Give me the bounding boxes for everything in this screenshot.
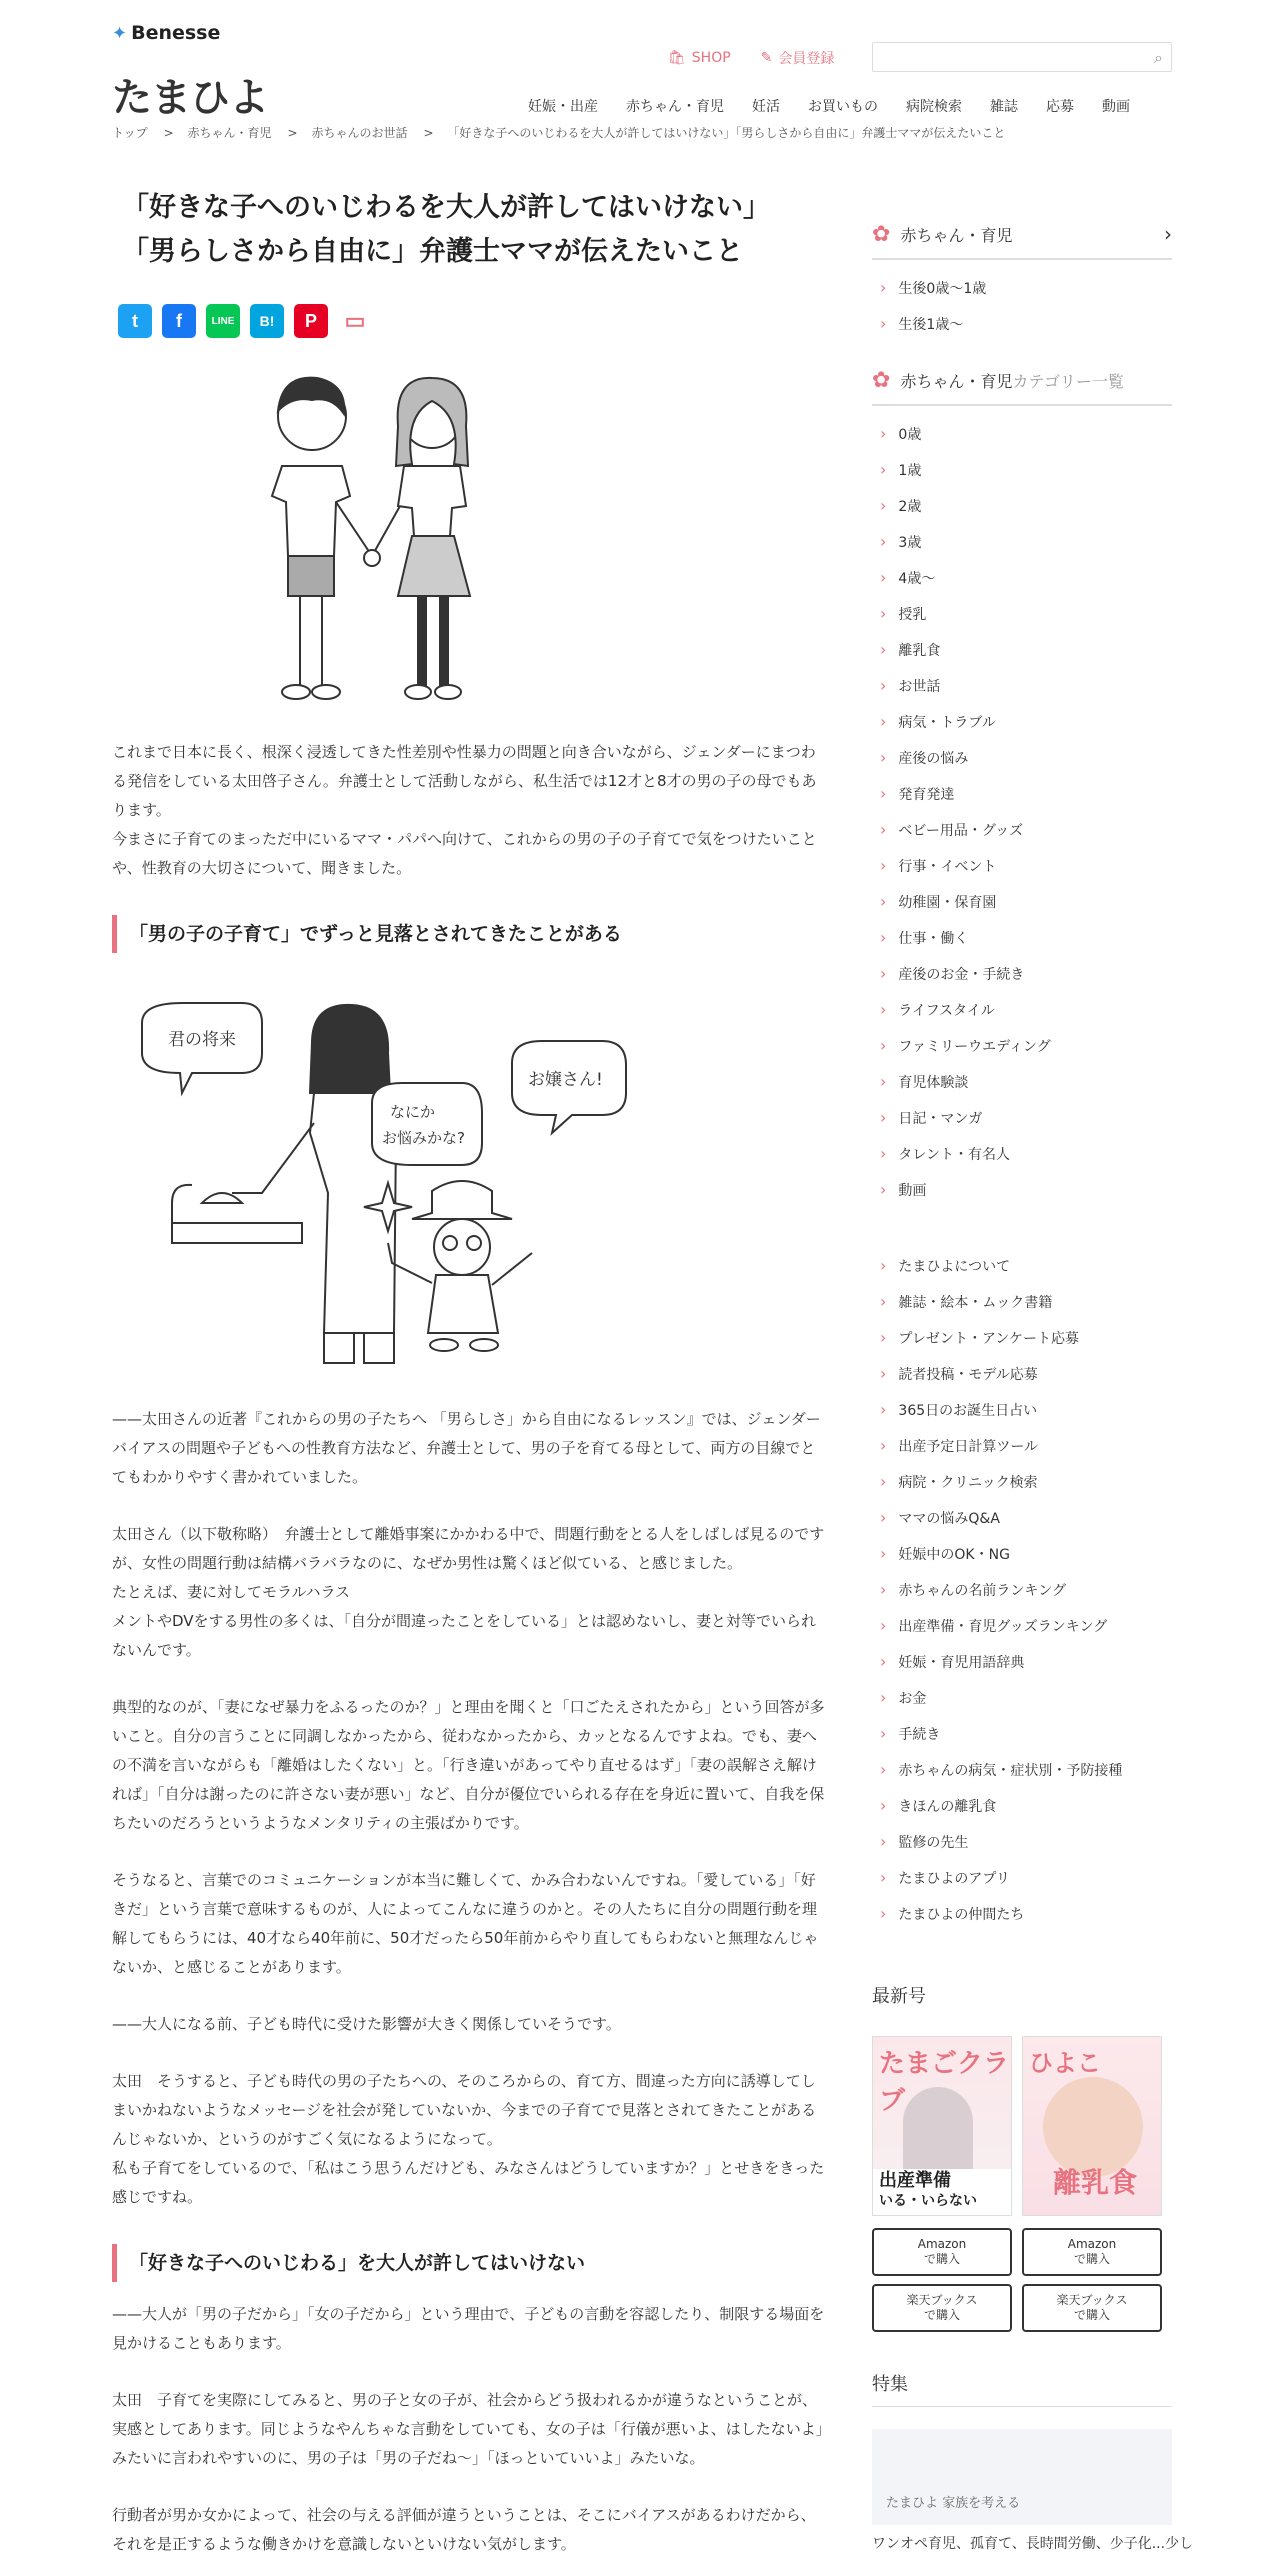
nav-apply[interactable]: 応募 (1046, 99, 1074, 115)
sidebar-link-item[interactable]: › 監修の先生 (872, 1824, 1172, 1860)
section-heading-1: 「男の子の子育て」でずっと見落とされてきたことがある (112, 915, 828, 953)
bubble-text-1: 君の将来 (168, 1030, 236, 1050)
shop-link[interactable] (668, 48, 731, 68)
sidebar-subcategory-item[interactable]: › ライフスタイル (872, 992, 1172, 1028)
feature-banner[interactable] (872, 2429, 1172, 2525)
body-paragraph: そうなると、言葉でのコミュニケーションが本当に難しくて、かみ合わないんですね。「愛している」「好きだ」という言葉で意味するものが、人によってこんなに違うのかと。その人たちに自分の問題行動を理解してもらうには、40才なら40年前に、50才だったら50年前からやり直してもらわないと無理なんじゃないか、と感じることがあります。 (112, 1871, 819, 1976)
tamagoclub-cover[interactable] (872, 2036, 1012, 2216)
sidebar-subcategory-item[interactable]: › 日記・マンガ (872, 1100, 1172, 1136)
category-list (872, 270, 1172, 342)
sidebar-link-item[interactable]: › プレゼント・アンケート応募 (872, 1320, 1172, 1356)
rakuten-buttons (872, 2284, 1172, 2332)
sidebar-link-item[interactable]: › 手続き (872, 1716, 1172, 1752)
sidebar-link-item[interactable]: › ママの悩みQ&A (872, 1500, 1172, 1536)
body-paragraph: 行動者が男か女かによって、社会の与える評価が違うということは、そこにバイアスがあるわけだから、それを是正するような働きかけを意識しないといけない気がします。 (112, 2506, 816, 2553)
crumb-sep: > (423, 126, 434, 140)
rakuten-buy-button[interactable]: 楽天ブックス で購入 (872, 2284, 1012, 2332)
body-paragraph: 太田 そうすると、子ども時代の男の子たちへの、そのころからの、育て方、間違った方向に誘導してしまいかねないようなメッセージを社会が発していないか、今までの子育てで見落とされてきたことがあるんじゃないか、というのがすごく気になるようになって。 (112, 2072, 817, 2148)
flower-icon: ✿ (872, 221, 891, 247)
section-heading-2: 「好きな子へのいじわる」を大人が許してはいけない (112, 2244, 828, 2282)
crumb-ikuji[interactable]: 赤ちゃん・育児 (187, 126, 272, 140)
breadcrumb (112, 124, 1011, 141)
sidebar-subcategory-item[interactable]: › 授乳 (872, 596, 1172, 632)
sidebar-link-item[interactable]: › たまひよの仲間たち (872, 1896, 1172, 1932)
crumb-osewa[interactable]: 赤ちゃんのお世話 (311, 126, 408, 140)
sidebar-link-item[interactable]: › きほんの離乳食 (872, 1788, 1172, 1824)
sidebar-subcategory-item[interactable]: › 4歳～ (872, 560, 1172, 596)
bubble-text-3: お嬢さん! (528, 1070, 603, 1090)
body-paragraph: ——大人になる前、子ども時代に受けた影響が大きく関係していそうです。 (112, 2015, 621, 2033)
amazon-buttons (872, 2228, 1172, 2276)
flower-icon: ✿ (872, 367, 891, 393)
sidebar-link-item[interactable]: › 病院・クリニック検索 (872, 1464, 1172, 1500)
body-paragraph: 太田さん（以下敬称略） 弁護士として離婚事案にかかわる中で、問題行動をとる人をしばしば見るのですが、女性の問題行動は結構バラバラなのに、なぜか男性は驚くほど似ている、と感じました。 (112, 1525, 825, 1572)
pinterest-share-icon[interactable]: P (294, 304, 328, 338)
feature-caption[interactable]: ワンオペ育児、孤育て、長時間労働、少子化...少し (872, 2536, 1194, 2552)
intro-paragraph-2: 今まさに子育てのまっただ中にいるママ・パパへ向けて、これからの男の子の子育てで気をつけたいことや、性教育の大切さについて、聞きました。 (112, 830, 817, 877)
benesse-logo[interactable] (112, 22, 220, 44)
mag2-title: ひよこ (1029, 2049, 1101, 2077)
mag2-sub: 離乳食 (1053, 2166, 1138, 2199)
list-subtitle: カテゴリー一覧 (1012, 371, 1124, 391)
more-links-list (872, 1248, 1172, 1932)
comment-icon[interactable]: ▭ (338, 304, 372, 338)
search-input[interactable] (872, 42, 1172, 72)
category-list-header (872, 356, 1172, 406)
search-icon[interactable]: ⌕ (1154, 48, 1163, 67)
facebook-share-icon[interactable]: f (162, 304, 196, 338)
body-paragraph: たとえば、妻に対してモラルハラス (112, 1583, 351, 1601)
amazon-buy-button[interactable]: Amazon で購入 (1022, 2228, 1162, 2276)
body-paragraph: 太田 子育てを実際にしてみると、男の子と女の子が、社会からどう扱われるかが違うなということが、実感としてあります。同じようなやんちゃな言動をしていても、女の子は「行儀が悪いよ、はしたないよ」みたいに言われやすいのに、男の子は「男の子だね～」「ほっといていいよ」みたいな。 (112, 2391, 824, 2467)
title-line-1: 「好きな子へのいじわるを大人が許してはいけない」 (122, 192, 770, 223)
intro-paragraph-1: これまで日本に長く、根深く浸透してきた性差別や性暴力の問題と向き合いながら、ジェンダーにまつわる発信をしている太田啓子さん。弁護士として活動しながら、私生活では12才と8才の男の子の母でもあります。 (112, 743, 817, 819)
sidebar-subcategory-item[interactable]: › ファミリーウエディング (872, 1028, 1172, 1064)
sidebar-subcategory-item[interactable]: › 動画 (872, 1172, 1172, 1208)
line-share-icon[interactable]: LINE (206, 304, 240, 338)
sidebar-subcategory-item[interactable]: › タレント・有名人 (872, 1136, 1172, 1172)
sidebar-link-item[interactable]: › 読者投稿・モデル応募 (872, 1356, 1172, 1392)
nav-ninshin[interactable]: 妊娠・出産 (528, 99, 598, 115)
latest-issue-heading: 最新号 (872, 1986, 926, 2007)
body-paragraph: メントやDVをする男性の多くは、「自分が間違ったことをしている」とは認めないし、妻と対等でいられないんです。 (112, 1612, 817, 1659)
nav-hospital[interactable]: 病院検索 (906, 99, 962, 115)
sidebar-link-item[interactable]: › 出産予定日計算ツール (872, 1428, 1172, 1464)
sidebar-subcategory-item[interactable]: › 離乳食 (872, 632, 1172, 668)
nav-video[interactable]: 動画 (1102, 99, 1130, 115)
shop-label: SHOP (691, 50, 731, 66)
mag1-title: たまごクラブ (879, 2049, 1010, 2116)
nav-shopping[interactable]: お買いもの (808, 99, 878, 115)
sidebar-link-item[interactable]: › たまひよのアプリ (872, 1860, 1172, 1896)
amazon-buy-button[interactable]: Amazon で購入 (872, 2228, 1012, 2276)
crumb-sep: > (163, 126, 174, 140)
global-nav (528, 96, 1158, 116)
sidebar-subcategory-item[interactable]: › 産後の悩み (872, 740, 1172, 776)
mother-and-stranger-illustration (132, 993, 672, 1383)
sidebar-subcategory-item[interactable]: › 1歳 (872, 452, 1172, 488)
sidebar-subcategory-item[interactable]: › 育児体験談 (872, 1064, 1172, 1100)
sidebar-link-item[interactable]: › 赤ちゃんの名前ランキング (872, 1572, 1172, 1608)
sidebar-link-item[interactable]: › 妊娠・育児用語辞典 (872, 1644, 1172, 1680)
hatena-share-icon[interactable]: B! (250, 304, 284, 338)
rakuten-buy-button[interactable]: 楽天ブックス で購入 (1022, 2284, 1162, 2332)
title-line-2: 「男らしさから自由に」弁護士ママが伝えたいこと (122, 236, 743, 267)
sidebar-item[interactable]: › 生後1歳～ (872, 306, 1172, 342)
sidebar-subcategory-item[interactable]: › 0歳 (872, 416, 1172, 452)
sidebar-subcategory-item[interactable]: › ベビー用品・グッズ (872, 812, 1172, 848)
sidebar-item[interactable]: › 生後0歳～1歳 (872, 270, 1172, 306)
tamahiyo-logo[interactable]: たまひよ (112, 75, 268, 121)
register-link[interactable] (761, 48, 835, 68)
sidebar-subcategory-item[interactable]: › 幼稚園・保育園 (872, 884, 1172, 920)
benesse-bird-icon: ✦ (112, 22, 128, 44)
body-paragraph: ——大人が「男の子だから」「女の子だから」という理由で、子どもの言動を容認したり、制限する場面を見かけることもあります。 (112, 2305, 825, 2352)
chevron-right-icon: › (1164, 222, 1172, 246)
feature-heading: 特集 (872, 2370, 1172, 2407)
couple-illustration (222, 356, 522, 716)
bubble-text-2b: お悩みかな? (382, 1129, 465, 1147)
sidebar-link-item[interactable]: › たまひよについて (872, 1248, 1172, 1284)
category-title: 赤ちゃん・育児 (900, 225, 1013, 245)
nav-magazine[interactable]: 雑誌 (990, 99, 1018, 115)
bag-icon: 🛍 (668, 50, 686, 66)
sidebar-link-item[interactable]: › 出産準備・育児グッズランキング (872, 1608, 1172, 1644)
sidebar-subcategory-item[interactable]: › 2歳 (872, 488, 1172, 524)
crumb-current: 「好きな子へのいじわるを大人が許してはいけない」「男らしさから自由に」弁護士ママが伝えたいこと (447, 126, 1006, 140)
sidebar-link-item[interactable]: › 雑誌・絵本・ムック書籍 (872, 1284, 1172, 1320)
nav-ikuji[interactable]: 赤ちゃん・育児 (626, 99, 724, 115)
subcategory-list (872, 416, 1172, 1208)
list-title: 赤ちゃん・育児 (900, 371, 1013, 391)
article (112, 176, 828, 2559)
nav-ninkatsu[interactable]: 妊活 (752, 99, 780, 115)
cover-photo (903, 2087, 973, 2177)
sidebar-link-item[interactable]: › 365日のお誕生日占い (872, 1392, 1172, 1428)
site-header (0, 0, 1284, 150)
magazine-row (872, 2036, 1172, 2216)
sidebar-subcategory-item[interactable]: › 産後のお金・手続き (872, 956, 1172, 992)
mag1-sub: 出産準備 (879, 2170, 951, 2191)
sidebar-subcategory-item[interactable]: › 病気・トラブル (872, 704, 1172, 740)
sidebar-subcategory-item[interactable]: › 3歳 (872, 524, 1172, 560)
crumb-sep: > (287, 126, 298, 140)
benesse-text: Benesse (131, 22, 221, 44)
share-bar (118, 304, 828, 338)
sidebar-subcategory-item[interactable]: › お世話 (872, 668, 1172, 704)
crumb-top[interactable]: トップ (112, 126, 148, 140)
feature-banner-text: たまひよ 家族を考える (886, 2496, 1021, 2511)
pencil-icon: ✎ (760, 50, 773, 66)
body-paragraph: 典型的なのが、「妻になぜ暴力をふるったのか？」と理由を聞くと「口ごたえされたから」という回答が多いこと。自分の言うことに同調しなかったから、従わなかったから、カッとなるんですよね。でも、妻への不満を言いながらも「離婚はしたくない」と。「行き違いがあってやり直せるはず」「妻の誤解さえ解ければ」「自分は謝ったのに許さない妻が悪い」など、自分が優位でいられる存在を身近に置いて、自我を保ちたいのだろうというようなメンタリティの主張ばかりです。 (112, 1698, 825, 1832)
sidebar-subcategory-item[interactable]: › 発育発達 (872, 776, 1172, 812)
register-label: 会員登録 (778, 51, 835, 67)
body-paragraph: 私も子育てをしているので、「私はこう思うんだけども、みなさんはどうしていますか？」とせきをきった感じですね。 (112, 2159, 825, 2206)
sidebar-link-item[interactable]: › お金 (872, 1680, 1172, 1716)
sidebar-subcategory-item[interactable]: › 行事・イベント (872, 848, 1172, 884)
twitter-share-icon[interactable]: t (118, 304, 152, 338)
sidebar (872, 210, 1194, 2553)
article-title (112, 186, 828, 274)
sidebar-link-item[interactable]: › 妊娠中のOK・NG (872, 1536, 1172, 1572)
bubble-text-2a: なにか (390, 1103, 436, 1121)
body-paragraph: ——太田さんの近著『これからの男の子たちへ 「男らしさ」から自由になるレッスン』では、ジェンダーバイアスの問題や子どもへの性教育方法など、弁護士として、男の子を育てる母として、両方の目線でとてもわかりやすく書かれていました。 (112, 1410, 821, 1486)
category-header[interactable] (872, 210, 1172, 260)
sidebar-link-item[interactable]: › 赤ちゃんの病気・症状別・予防接種 (872, 1752, 1172, 1788)
hiyokoclub-cover[interactable] (1022, 2036, 1162, 2216)
mag1-sub2: いる・いらない (879, 2193, 977, 2209)
sidebar-subcategory-item[interactable]: › 仕事・働く (872, 920, 1172, 956)
